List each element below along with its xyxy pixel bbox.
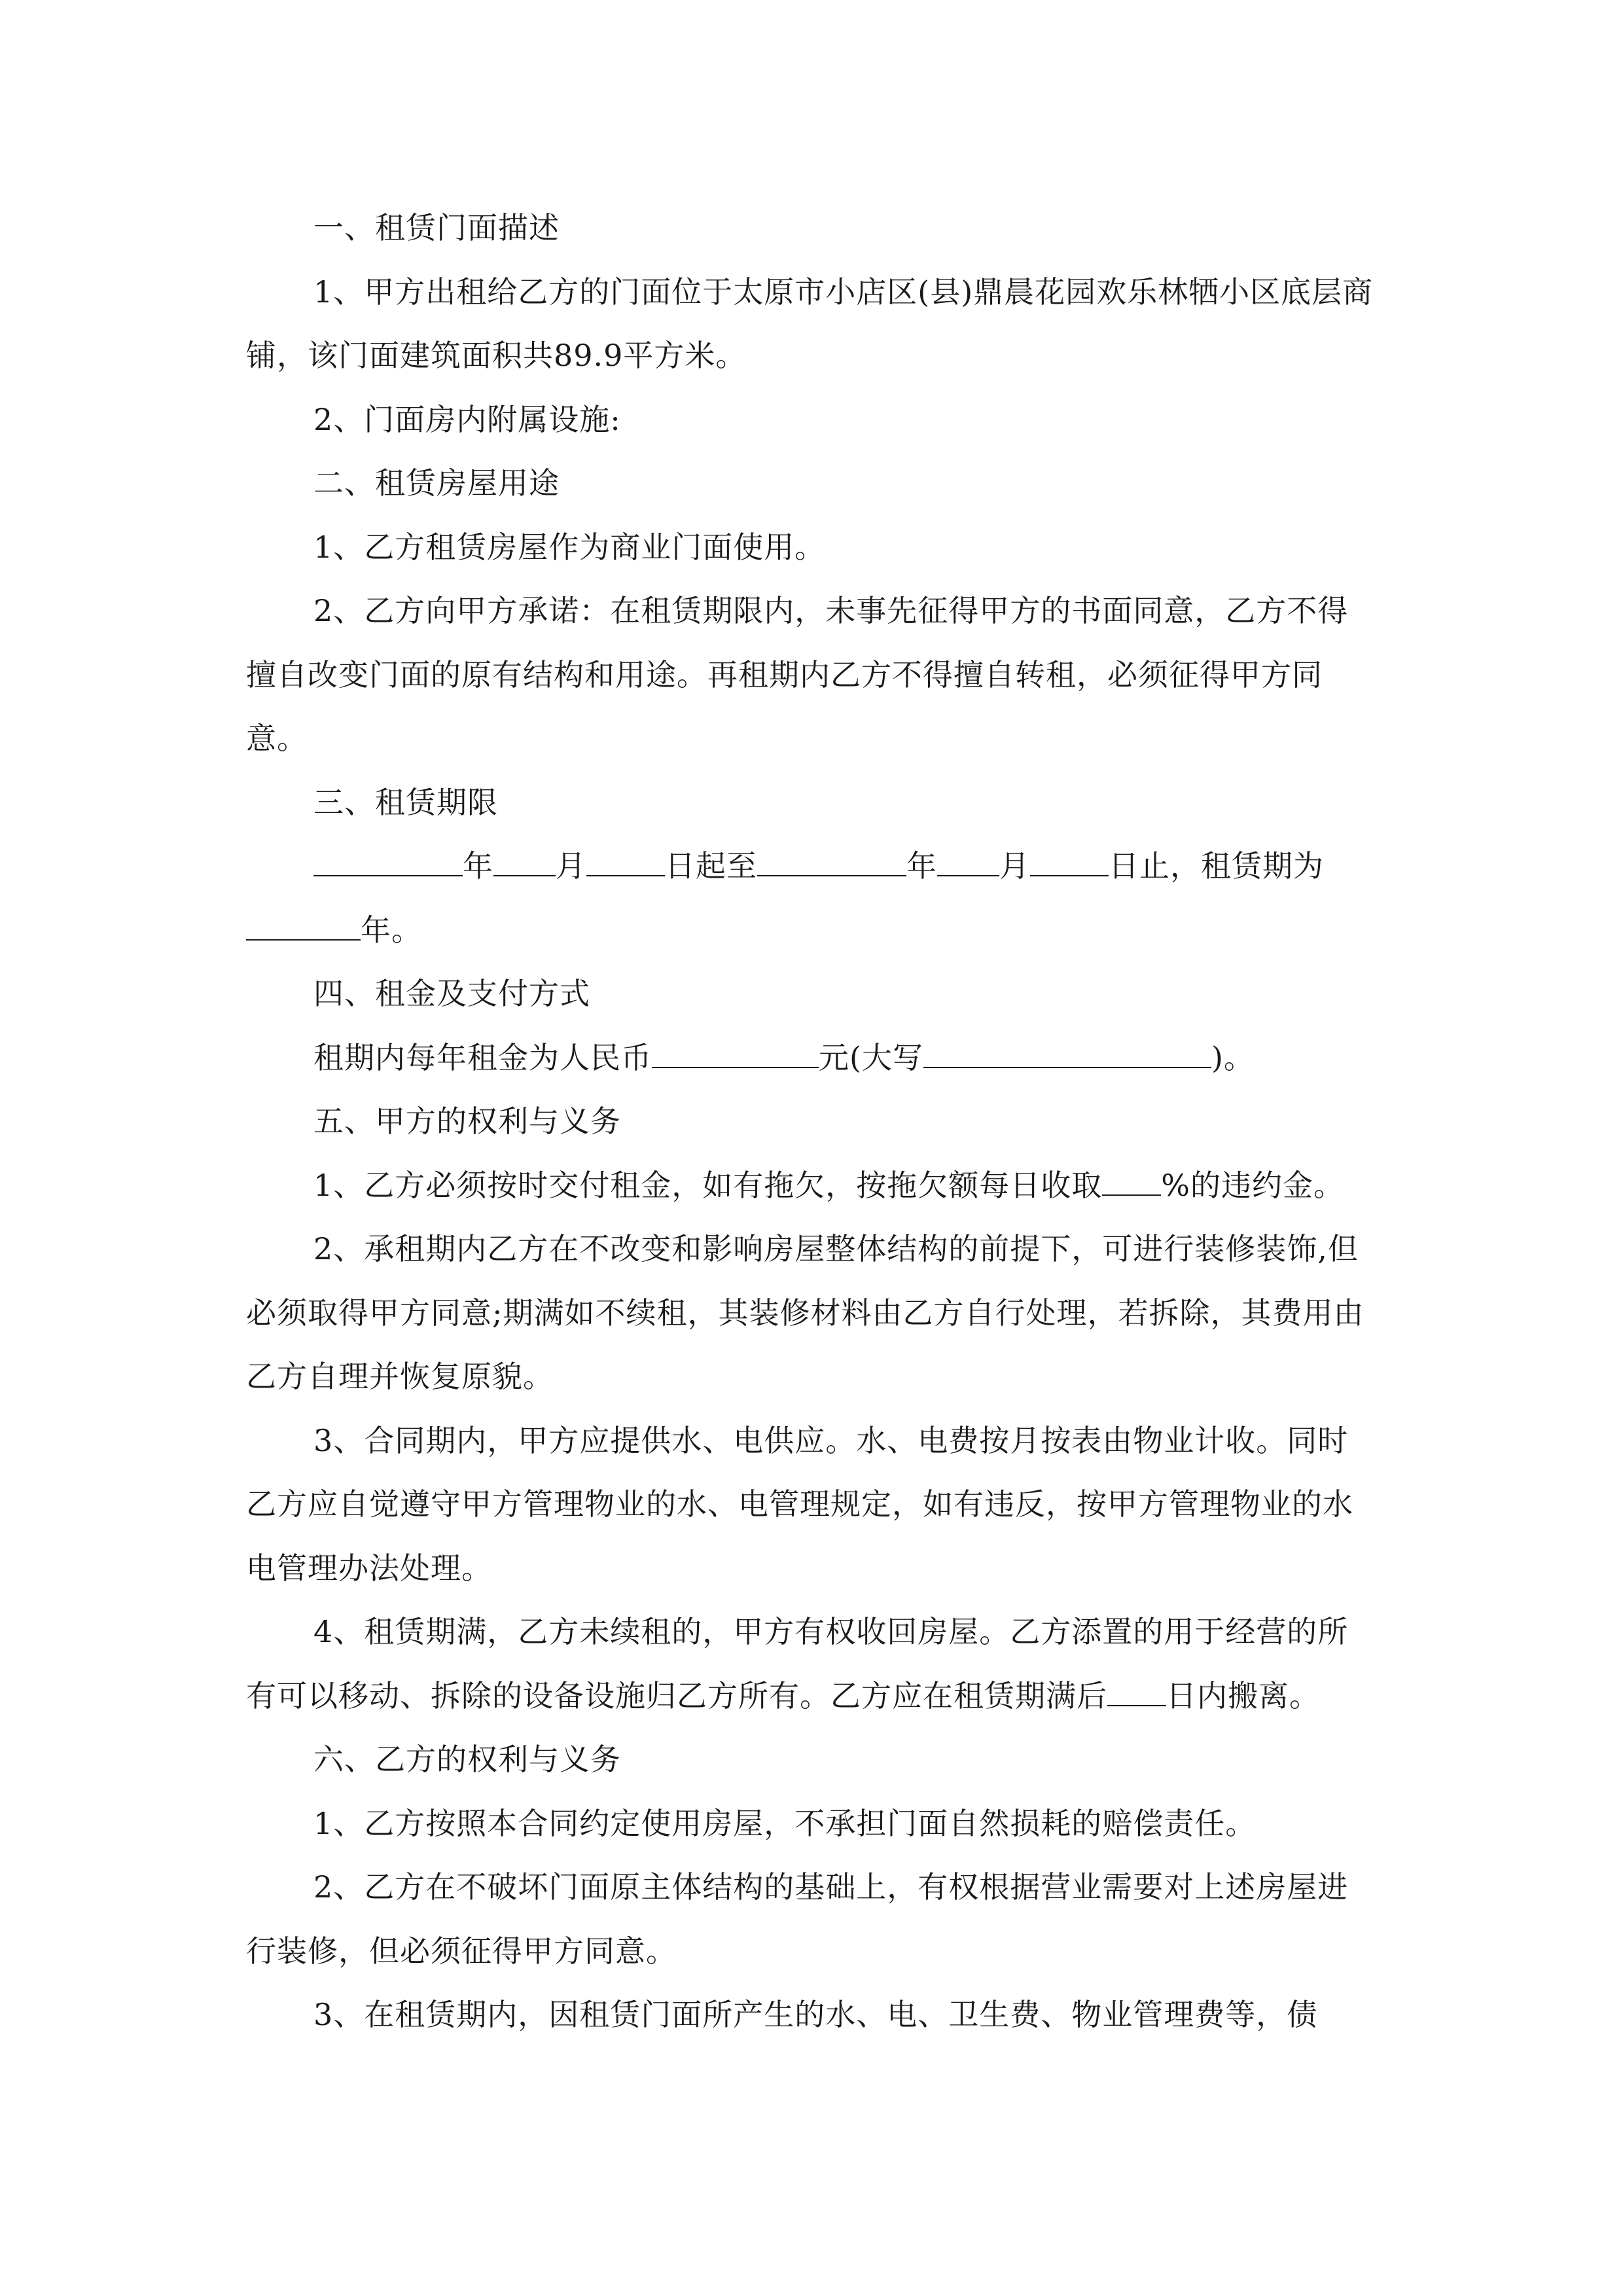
- lease-years-blank[interactable]: [246, 903, 361, 941]
- moveout-days-blank[interactable]: [1107, 1668, 1166, 1706]
- lease-years-label: 年。: [361, 912, 422, 948]
- end-day-blank[interactable]: [1030, 838, 1109, 876]
- rent-prefix: 租期内每年租金为人民币: [313, 1039, 652, 1075]
- lease-term-line: [246, 834, 1377, 962]
- rent-capital-blank[interactable]: [923, 1030, 1211, 1068]
- penalty-suffix: %的违约金。: [1161, 1167, 1344, 1203]
- clause-1-2: 2、门面房内附属设施:: [313, 401, 621, 437]
- clause-5-4: [246, 1600, 1377, 1728]
- clause-5-2: 2、承租期内乙方在不改变和影响房屋整体结构的前提下，可进行装修装饰,但必须取得甲方同意;期满如不续租，其装修材料由乙方自行处理，若拆除，其费用由乙方自理并恢复原貌。: [246, 1231, 1364, 1394]
- clause-5-3: 3、合同期内，甲方应提供水、电供应。水、电费按月按表由物业计收。同时乙方应自觉遵守甲方管理物业的水、电管理规定，如有违反，按甲方管理物业的水电管理办法处理。: [246, 1422, 1353, 1586]
- clause-6-3: 3、在租赁期内，因租赁门面所产生的水、电、卫生费、物业管理费等，债: [313, 1997, 1318, 2032]
- section-heading-6: 六、乙方的权利与义务: [313, 1742, 621, 1777]
- clause-6-1: 1、乙方按照本合同约定使用房屋，不承担门面自然损耗的赔偿责任。: [313, 1805, 1257, 1841]
- end-month-label: 月: [999, 848, 1030, 884]
- section-heading-2: 二、租赁房屋用途: [313, 465, 560, 501]
- section-heading-5: 五、甲方的权利与义务: [313, 1103, 621, 1139]
- start-month-blank[interactable]: [493, 838, 556, 876]
- clause-2-2: 2、乙方向甲方承诺：在租赁期限内，未事先征得甲方的书面同意，乙方不得擅自改变门面的原有结构和用途。再租期内乙方不得擅自转租，必须征得甲方同意。: [246, 593, 1349, 756]
- section-heading-3: 三、租赁期限: [313, 784, 498, 820]
- moveout-prefix: 4、租赁期满，乙方未续租的，甲方有权收回房屋。乙方添置的用于经营的所有可以移动、拆除的设备设施归乙方所有。乙方应在租赁期满后: [246, 1614, 1349, 1713]
- rent-suffix: )。: [1211, 1039, 1255, 1075]
- section-heading-1: 一、租赁门面描述: [313, 210, 560, 245]
- rent-amount-blank[interactable]: [652, 1030, 819, 1068]
- clause-5-1: [246, 1154, 1377, 1218]
- start-day-blank[interactable]: [586, 838, 665, 876]
- rent-line: [246, 1026, 1377, 1090]
- end-day-label: 日止，租赁期为: [1109, 848, 1324, 884]
- start-day-label: 日起至: [665, 848, 757, 884]
- rent-unit: 元(大写: [819, 1039, 923, 1075]
- start-year-blank[interactable]: [313, 838, 463, 876]
- penalty-prefix: 1、乙方必须按时交付租金，如有拖欠，按拖欠额每日收取: [313, 1167, 1103, 1203]
- section-heading-4: 四、租金及支付方式: [313, 976, 590, 1011]
- clause-6-2: 2、乙方在不破坏门面原主体结构的基础上，有权根据营业需要对上述房屋进行装修，但必须征得甲方同意。: [246, 1869, 1349, 1969]
- document-body: [246, 196, 1377, 2047]
- penalty-rate-blank[interactable]: [1102, 1158, 1161, 1196]
- start-month-label: 月: [556, 848, 586, 884]
- moveout-suffix: 日内搬离。: [1166, 1677, 1320, 1713]
- end-year-blank[interactable]: [757, 838, 906, 876]
- start-year-label: 年: [463, 848, 493, 884]
- clause-1-1: 1、甲方出租给乙方的门面位于太原市小店区(县)鼎晨花园欢乐林牺小区底层商铺，该门面建筑面积共89.9平方米。: [246, 274, 1374, 373]
- end-year-label: 年: [906, 848, 937, 884]
- end-month-blank[interactable]: [937, 838, 999, 876]
- clause-2-1: 1、乙方租赁房屋作为商业门面使用。: [313, 529, 826, 565]
